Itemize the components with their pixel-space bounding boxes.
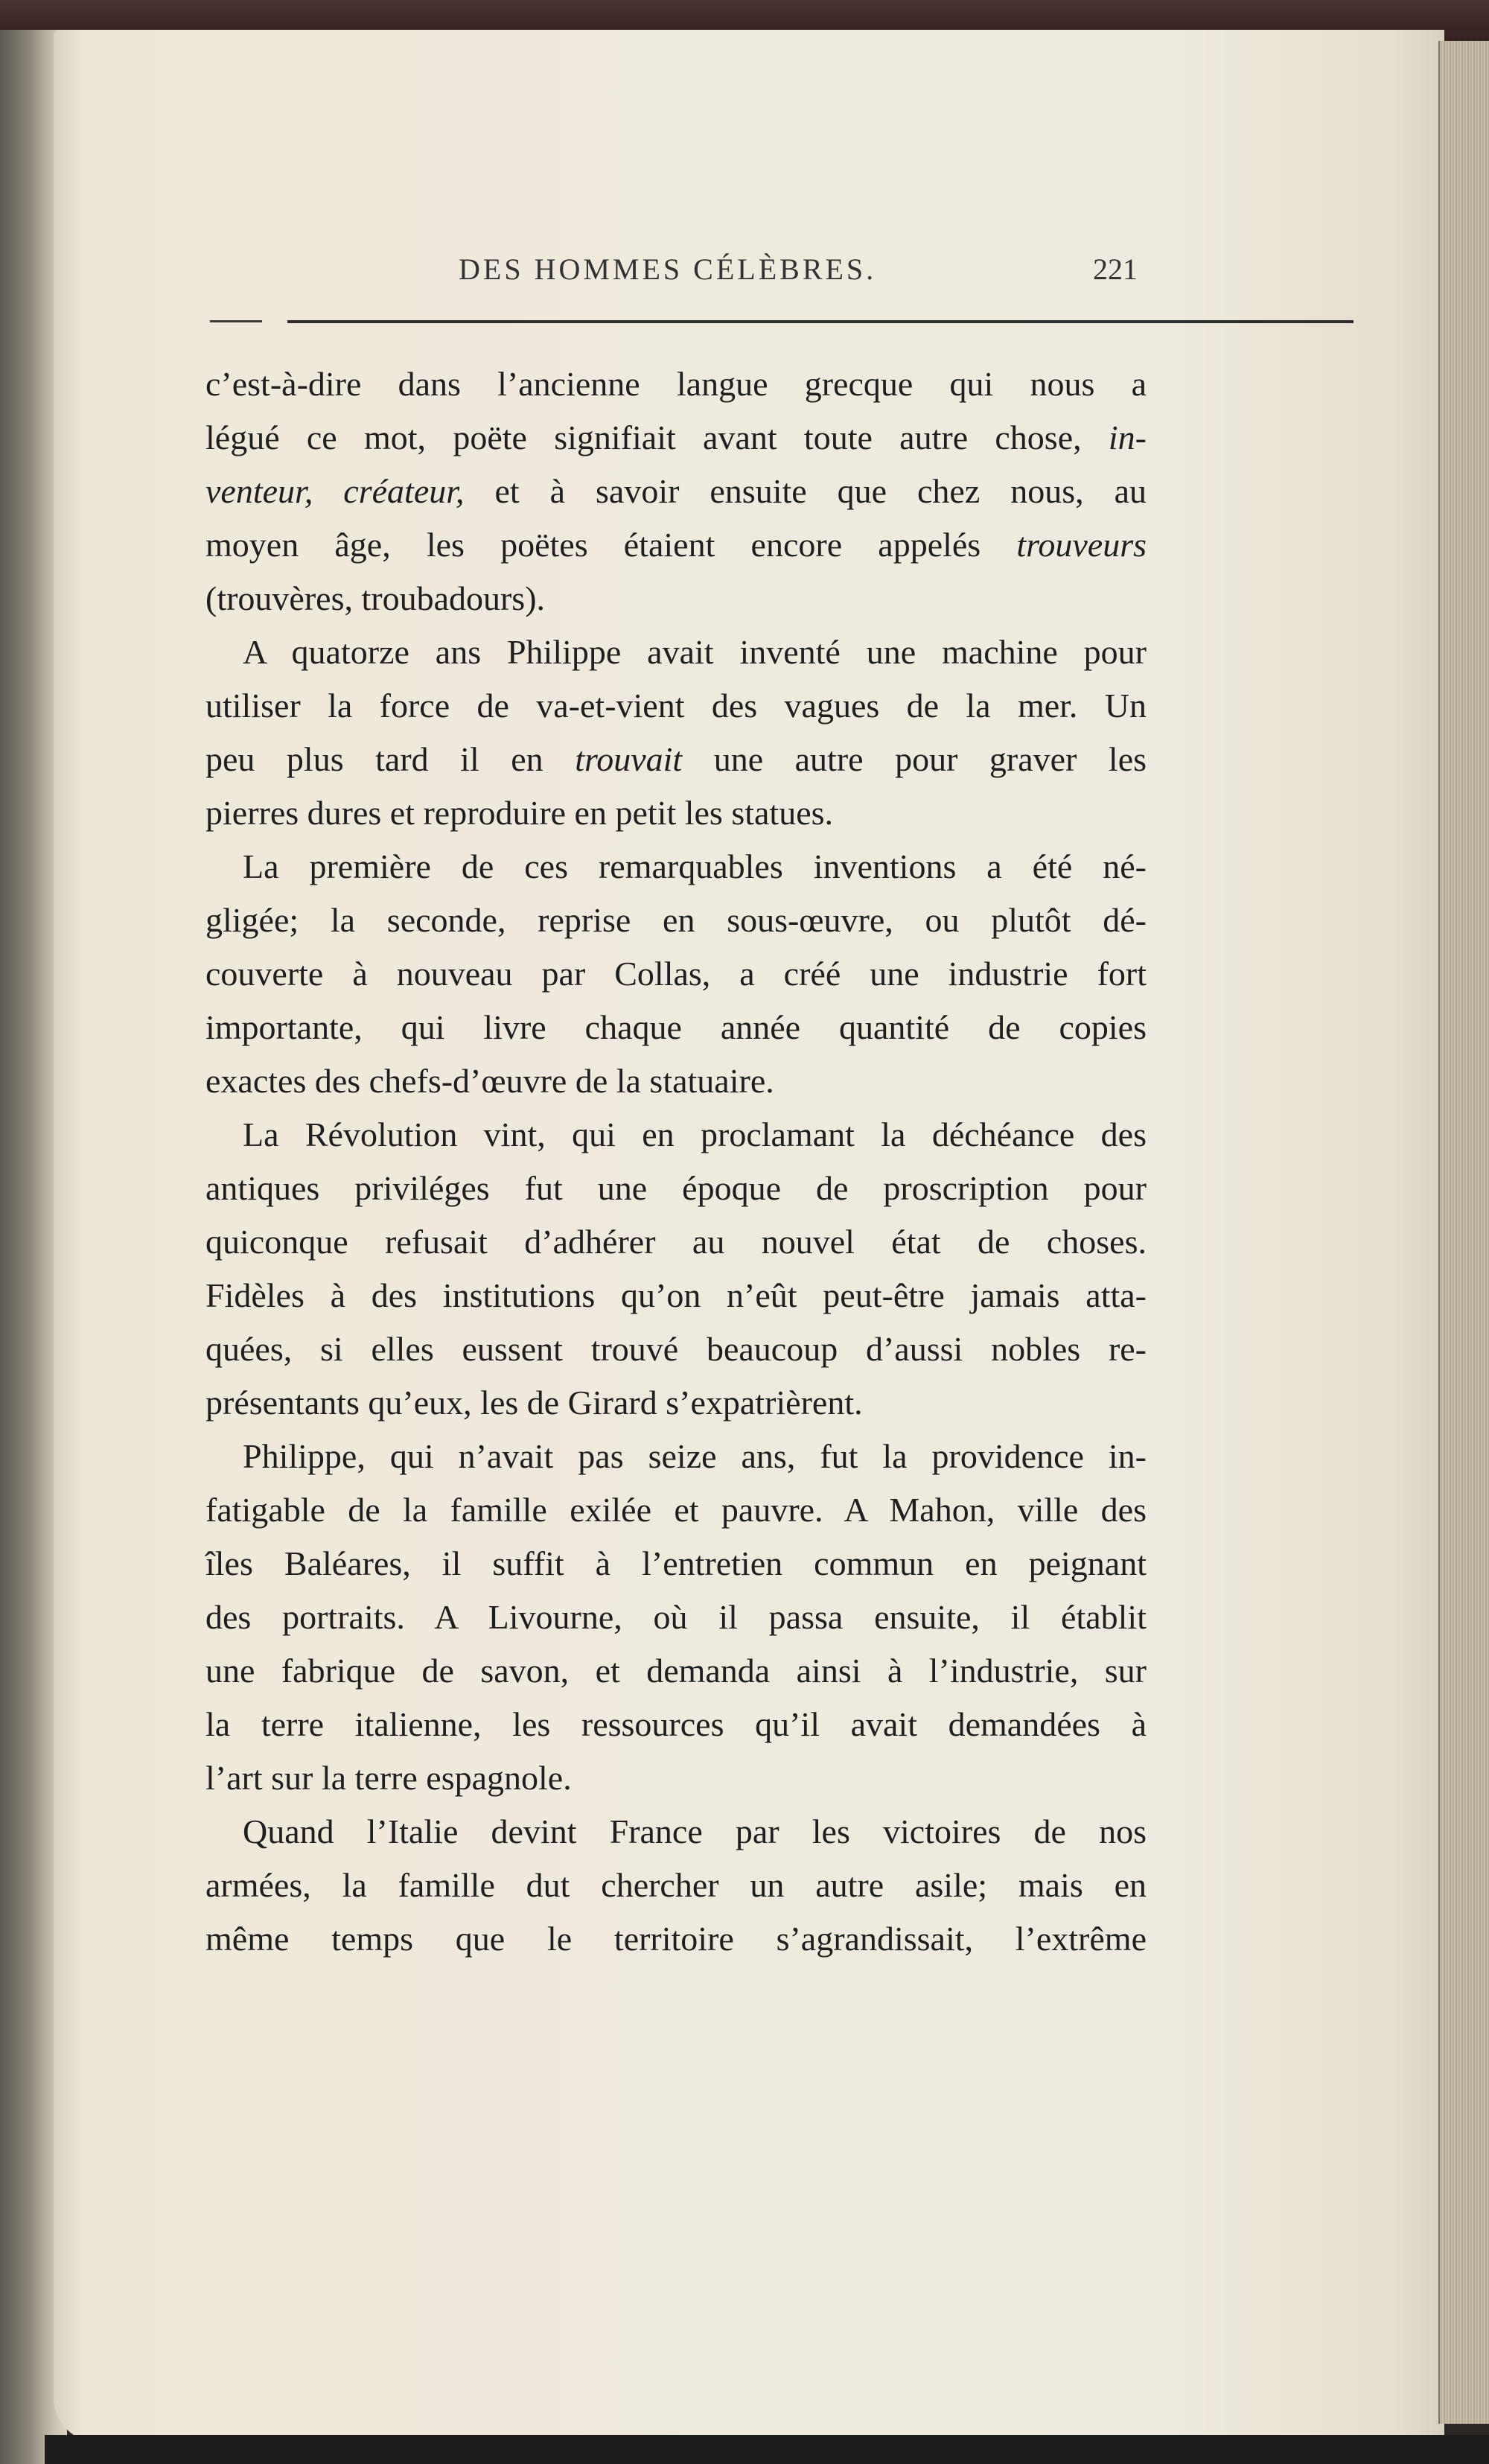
text-span: légué ce mot, poëte signifiait avant toute autre chose, xyxy=(205,418,1082,456)
text-line: La première de ces remarquables inventions a été né- xyxy=(243,847,1147,885)
text-line: présentants qu’eux, les de Girard s’expatrièrent. xyxy=(205,1384,863,1422)
text-line: armées, la famille dut chercher un autre asile; mais en xyxy=(205,1866,1147,1904)
text-line: l’art sur la terre espagnole. xyxy=(205,1759,572,1797)
text-line: (trouvères, troubadours). xyxy=(205,579,546,617)
text-line: même temps que le territoire s’agrandissait, l’extrême xyxy=(205,1920,1147,1958)
text-line: La Révolution vint, qui en proclamant la déchéance des xyxy=(243,1115,1147,1153)
text-line xyxy=(205,518,1147,572)
text-line: la terre italienne, les ressources qu’il avait demandées à xyxy=(205,1705,1147,1743)
page-header xyxy=(205,246,1152,305)
page-number: 221 xyxy=(1093,252,1138,286)
italic-span: venteur, xyxy=(205,472,313,510)
text-span: une autre pour graver les xyxy=(713,740,1147,778)
book-bottom-shadow xyxy=(45,2435,1489,2464)
text-line: couverte à nouveau par Collas, a créé une industrie fort xyxy=(205,955,1147,993)
italic-span: trouvait xyxy=(575,740,683,778)
text-line: une fabrique de savon, et demanda ainsi à l’industrie, sur xyxy=(205,1652,1147,1690)
italic-span: in- xyxy=(1108,418,1147,456)
text-line: quiconque refusait d’adhérer au nouvel état de choses. xyxy=(205,1223,1147,1261)
text-line: pierres dures et reproduire en petit les statues. xyxy=(205,794,834,832)
text-line: Fidèles à des institutions qu’on n’eût peut-être jamais atta- xyxy=(205,1276,1147,1314)
text-line xyxy=(205,411,1147,465)
text-line: îles Baléares, il suffit à l’entretien commun en peignant xyxy=(205,1544,1147,1582)
text-line xyxy=(205,733,1147,786)
text-line: antiques priviléges fut une époque de proscription pour xyxy=(205,1169,1147,1207)
text-line: fatigable de la famille exilée et pauvre. A Mahon, ville des xyxy=(205,1491,1147,1529)
text-span: peu plus tard il en xyxy=(205,740,543,778)
text-line: des portraits. A Livourne, où il passa ensuite, il établit xyxy=(205,1598,1147,1636)
italic-span: créateur, xyxy=(343,472,465,510)
text-span: moyen âge, les poëtes étaient encore appelés xyxy=(205,526,981,564)
italic-span: trouveurs xyxy=(1016,526,1147,564)
text-line: Quand l’Italie devint France par les victoires de nos xyxy=(243,1812,1147,1850)
text-line: quées, si elles eussent trouvé beaucoup d’aussi nobles re- xyxy=(205,1330,1147,1368)
text-line: A quatorze ans Philippe avait inventé une machine pour xyxy=(243,633,1147,671)
text-line xyxy=(205,465,1147,518)
body-text xyxy=(205,357,1147,1966)
text-line: gligée; la seconde, reprise en sous-œuvre, ou plutôt dé- xyxy=(205,901,1147,939)
text-line: Philippe, qui n’avait pas seize ans, fut la providence in- xyxy=(243,1437,1147,1475)
text-line: exactes des chefs-d’œuvre de la statuaire. xyxy=(205,1062,774,1100)
book-fore-edge xyxy=(1438,41,1489,2424)
header-rule-long xyxy=(287,320,1354,323)
text-span: et à savoir ensuite que chez nous, au xyxy=(494,472,1147,510)
text-line: utiliser la force de va-et-vient des vagues de la mer. Un xyxy=(205,687,1147,725)
running-title: DES HOMMES CÉLÈBRES. xyxy=(459,252,877,286)
text-line: c’est-à-dire dans l’ancienne langue grecque qui nous a xyxy=(205,365,1147,403)
text-line: importante, qui livre chaque année quantité de copies xyxy=(205,1008,1147,1046)
header-rule-short xyxy=(210,320,262,322)
